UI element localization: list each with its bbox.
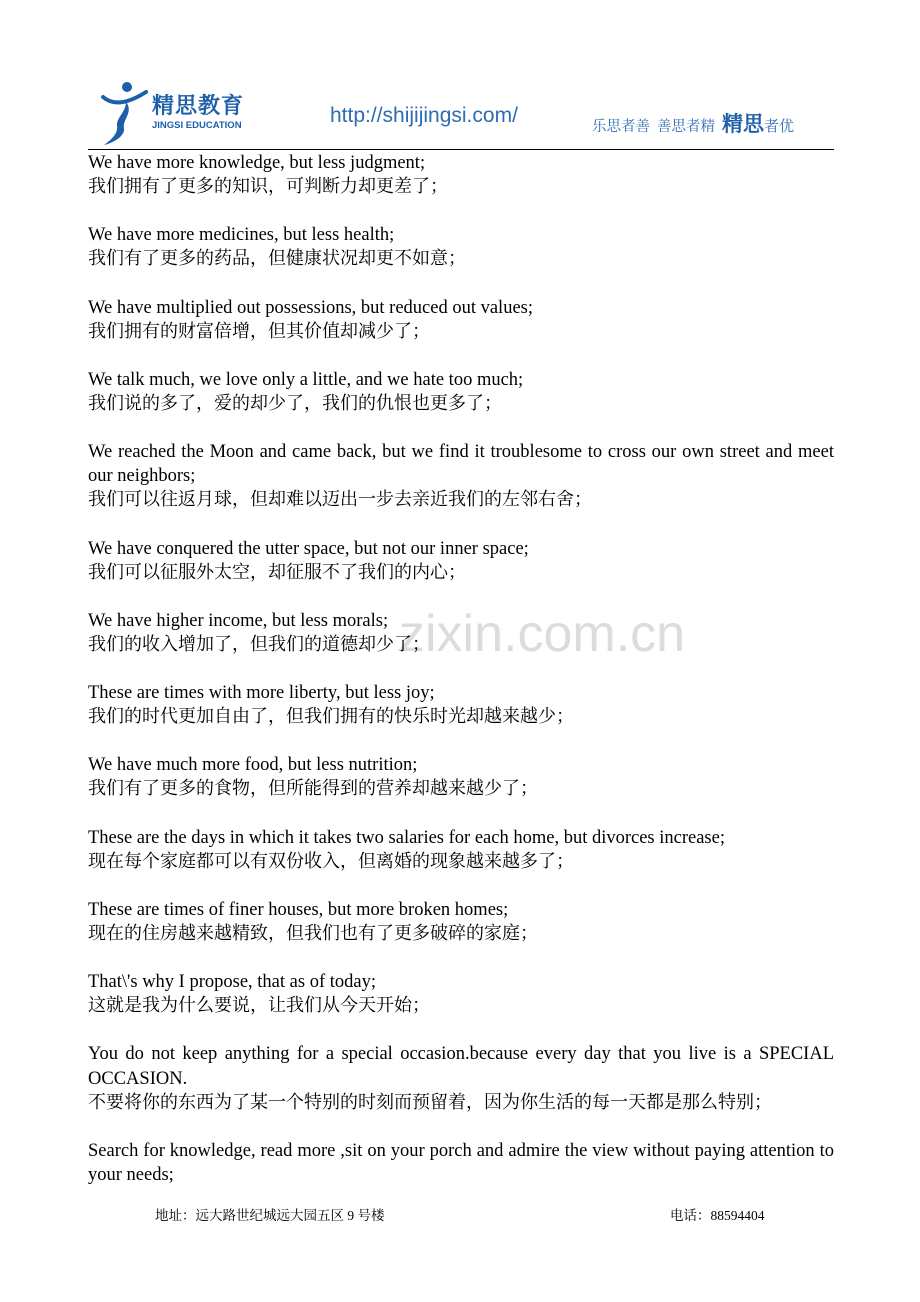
paragraph-english: We have much more food, but less nutrition; <box>88 755 418 776</box>
logo-subtitle: JINGSI EDUCATION <box>152 120 242 131</box>
paragraph-english: We have multiplied out possessions, but reduced out values; <box>88 297 534 318</box>
document-body <box>88 151 834 1211</box>
paragraph-english: You do not keep anything for a special occasion.because every day that you live is a SPECIAL OCCASION. <box>88 1044 834 1089</box>
paragraph-chinese: 我们有了更多的药品，但健康状况却更不如意； <box>88 248 466 270</box>
paragraph <box>88 753 834 801</box>
header-divider <box>88 149 834 150</box>
paragraph-chinese: 现在每个家庭都可以有双份收入，但离婚的现象越来越多了； <box>88 850 574 872</box>
paragraph-english: These are times with more liberty, but less joy; <box>88 683 435 704</box>
slogan-part-3-emphasis: 精思 <box>722 112 764 136</box>
paragraph <box>88 1042 834 1114</box>
paragraph <box>88 970 834 1018</box>
paragraph-chinese: 我们的收入增加了，但我们的道德却少了； <box>88 633 430 655</box>
paragraph-chinese: 现在的住房越来越精致，但我们也有了更多破碎的家庭； <box>88 923 538 944</box>
paragraph <box>88 1139 834 1187</box>
paragraph-chinese: 我们可以征服外太空，却征服不了我们的内心； <box>88 561 466 583</box>
footer-address: 地址：远大路世纪城远大园五区 9 号楼 <box>155 1208 385 1223</box>
paragraph <box>88 537 834 585</box>
paragraph <box>88 440 834 512</box>
header-slogan <box>592 108 794 138</box>
paragraph-english: These are the days in which it takes two salaries for each home, but divorces increase; <box>88 827 725 848</box>
paragraph-english: We have higher income, but less morals; <box>88 610 389 631</box>
paragraph-english: We have conquered the utter space, but not our inner space; <box>88 538 529 559</box>
watermark: zixin.com.cn <box>399 605 686 663</box>
paragraph-english: That\'s why I propose, that as of today; <box>88 972 376 993</box>
paragraph <box>88 296 834 344</box>
paragraph-chinese: 不要将你的东西为了某一个特别的时刻而预留着，因为你生活的每一天都是那么特别； <box>88 1091 772 1113</box>
paragraph <box>88 151 834 199</box>
header-url-link[interactable]: http://shijijingsi.com/ <box>330 104 518 127</box>
paragraph <box>88 223 834 271</box>
paragraph-english: These are times of finer houses, but more broken homes; <box>88 899 509 920</box>
paragraph <box>88 898 834 946</box>
paragraph <box>88 826 834 874</box>
paragraph-english: We reached the Moon and came back, but we find it troublesome to cross our own street and meet our neighbors; <box>88 442 834 487</box>
paragraph <box>88 681 834 729</box>
paragraph-chinese: 我们可以往返月球，但却难以迈出一步去亲近我们的左邻右舍； <box>88 489 592 511</box>
slogan-part-2: 善思者精 <box>657 119 715 135</box>
paragraph-english: Search for knowledge, read more ,sit on your porch and admire the view without paying attention to your needs; <box>88 1140 834 1185</box>
paragraph-english: We talk much, we love only a little, and we hate too much; <box>88 369 524 390</box>
paragraph-chinese: 我们拥有的财富倍增，但其价值却减少了； <box>88 320 430 342</box>
paragraph-chinese: 我们有了更多的食物，但所能得到的营养却越来越少了； <box>88 778 538 800</box>
paragraph-chinese: 这就是我为什么要说，让我们从今天开始； <box>88 995 430 1017</box>
paragraph-chinese: 我们说的多了，爱的却少了，我们的仇恨也更多了； <box>88 392 502 414</box>
slogan-part-1: 乐思者善 <box>592 119 650 135</box>
paragraph-english: We have more knowledge, but less judgment; <box>88 153 426 173</box>
slogan-part-3-rest: 者优 <box>764 117 795 135</box>
paragraph-chinese: 我们的时代更加自由了，但我们拥有的快乐时光却越来越少； <box>88 706 574 728</box>
logo-name: 精思教育 <box>152 94 245 119</box>
paragraph <box>88 609 834 657</box>
paragraph <box>88 368 834 416</box>
paragraph-chinese: 我们拥有了更多的知识，可判断力却更差了； <box>88 176 448 198</box>
footer-phone: 电话：88594404 <box>670 1208 765 1223</box>
paragraph-english: We have more medicines, but less health; <box>88 225 395 246</box>
jingsi-figure-logo-icon <box>100 80 150 146</box>
